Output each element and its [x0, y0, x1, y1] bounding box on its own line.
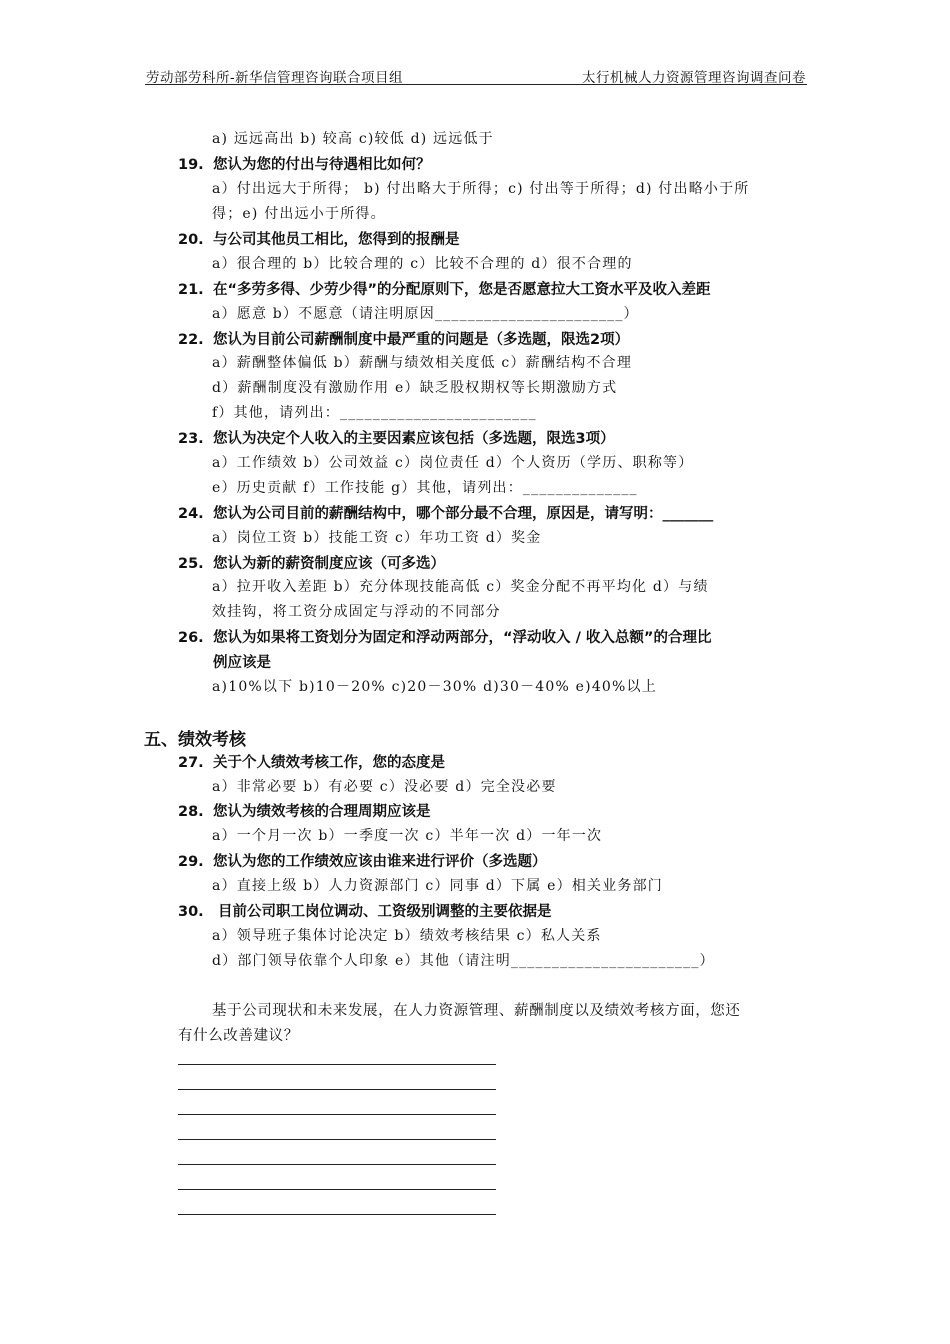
question-30	[178, 900, 552, 921]
q29-options: a）直接上级 b）人力资源部门 c）同事 d）下属 e）相关业务部门	[212, 878, 663, 894]
question-24	[178, 502, 713, 523]
question-number: 29.	[178, 854, 204, 870]
question-28	[178, 800, 431, 821]
answer-line[interactable]	[178, 1189, 496, 1190]
question-number: 25.	[178, 556, 204, 572]
q26-options: a)10%以下 b)10－20% c)20－30% d)30－40% e)40%以上	[212, 679, 657, 695]
answer-line[interactable]	[178, 1164, 496, 1165]
question-number: 28.	[178, 804, 204, 820]
answer-line[interactable]	[178, 1064, 496, 1065]
question-text: 您认为您的工作绩效应该由谁来进行评价（多选题）	[213, 854, 547, 870]
q19-options-line2: 得；e) 付出远小于所得。	[212, 206, 386, 222]
question-27	[178, 751, 445, 772]
question-number: 26.	[178, 630, 204, 646]
question-text: 您认为新的薪资制度应该（可多选）	[213, 556, 445, 572]
question-number: 20.	[178, 232, 204, 248]
question-number: 19.	[178, 157, 204, 173]
q21-options: a）愿意 b）不愿意（请注明原因_______________________）	[212, 306, 639, 322]
question-26	[178, 626, 711, 647]
q22-options-line2: d）薪酬制度没有激励作用 e）缺乏股权期权等长期激励方式	[212, 380, 618, 396]
question-25	[178, 552, 445, 573]
question-22	[178, 328, 629, 349]
q23-options-line1: a）工作绩效 b）公司效益 c）岗位责任 d）个人资历（学历、职称等）	[212, 455, 694, 471]
question-text: 您认为绩效考核的合理周期应该是	[213, 804, 431, 820]
q27-options: a）非常必要 b）有必要 c）没必要 d）完全没必要	[212, 779, 557, 795]
header-left: 劳动部劳科所-新华信管理咨询联合项目组	[146, 70, 404, 86]
question-26-continued: 例应该是	[213, 655, 271, 671]
answer-line[interactable]	[178, 1214, 496, 1215]
answer-line[interactable]	[178, 1139, 496, 1140]
q20-options: a）很合理的 b）比较合理的 c）比较不合理的 d）很不合理的	[212, 256, 633, 272]
question-text: 目前公司职工岗位调动、工资级别调整的主要依据是	[213, 904, 552, 920]
section-title: 五、绩效考核	[144, 730, 246, 750]
q18-options: a) 远远高出 b) 较高 c)较低 d) 远远低于	[212, 131, 494, 147]
q30-options-line2: d）部门领导依靠个人印象 e）其他（请注明_______________________）	[212, 953, 715, 969]
q23-options-line2: e）历史贡献 f）工作技能 g）其他，请列出：______________	[212, 480, 638, 496]
question-text: 您认为决定个人收入的主要因素应该包括（多选题，限选3项）	[213, 431, 615, 447]
header-right: 太行机械人力资源管理咨询调查问卷	[582, 70, 806, 86]
question-29	[178, 850, 547, 871]
question-number: 24.	[178, 506, 204, 522]
question-text: 在“多劳多得、少劳少得”的分配原则下，您是否愿意拉大工资水平及收入差距	[213, 282, 711, 298]
q22-options-line3: f）其他，请列出：________________________	[212, 405, 537, 421]
question-text: 您认为您的付出与待遇相比如何？	[213, 157, 431, 173]
question-text: 关于个人绩效考核工作，您的态度是	[213, 755, 445, 771]
header-rule	[145, 84, 807, 85]
q25-options-line1: a）拉开收入差距 b）充分体现技能高低 c）奖金分配不再平均化 d）与绩	[212, 579, 709, 595]
question-21	[178, 278, 711, 299]
q28-options: a）一个月一次 b）一季度一次 c）半年一次 d）一年一次	[212, 828, 603, 844]
question-19	[178, 153, 431, 174]
q22-options-line1: a）薪酬整体偏低 b）薪酬与绩效相关度低 c）薪酬结构不合理	[212, 355, 633, 371]
question-number: 23.	[178, 431, 204, 447]
q30-options-line1: a）领导班子集体讨论决定 b）绩效考核结果 c）私人关系	[212, 928, 602, 944]
q24-options: a）岗位工资 b）技能工资 c）年功工资 d）奖金	[212, 530, 542, 546]
question-20	[178, 228, 460, 249]
question-number: 21.	[178, 282, 204, 298]
answer-line[interactable]	[178, 1114, 496, 1115]
q19-options-line1: a）付出远大于所得； b) 付出略大于所得；c) 付出等于所得；d) 付出略小于所	[212, 181, 750, 197]
closing-paragraph-line2: 有什么改善建议？	[178, 1028, 299, 1044]
question-number: 22.	[178, 332, 204, 348]
question-number: 27.	[178, 755, 204, 771]
question-text: 与公司其他员工相比，您得到的报酬是	[213, 232, 460, 248]
question-text: 您认为如果将工资划分为固定和浮动两部分，“浮动收入 / 收入总额”的合理比	[213, 630, 712, 646]
question-number: 30.	[178, 904, 204, 920]
question-text: 您认为目前公司薪酬制度中最严重的问题是（多选题，限选2项）	[213, 332, 630, 348]
closing-paragraph-line1: 基于公司现状和未来发展，在人力资源管理、薪酬制度以及绩效考核方面，您还	[212, 1003, 741, 1019]
q25-options-line2: 效挂钩，将工资分成固定与浮动的不同部分	[212, 604, 501, 620]
question-text: 您认为公司目前的薪酬结构中，哪个部分最不合理，原因是，请写明：_______	[213, 506, 714, 522]
question-23	[178, 427, 615, 448]
answer-line[interactable]	[178, 1089, 496, 1090]
